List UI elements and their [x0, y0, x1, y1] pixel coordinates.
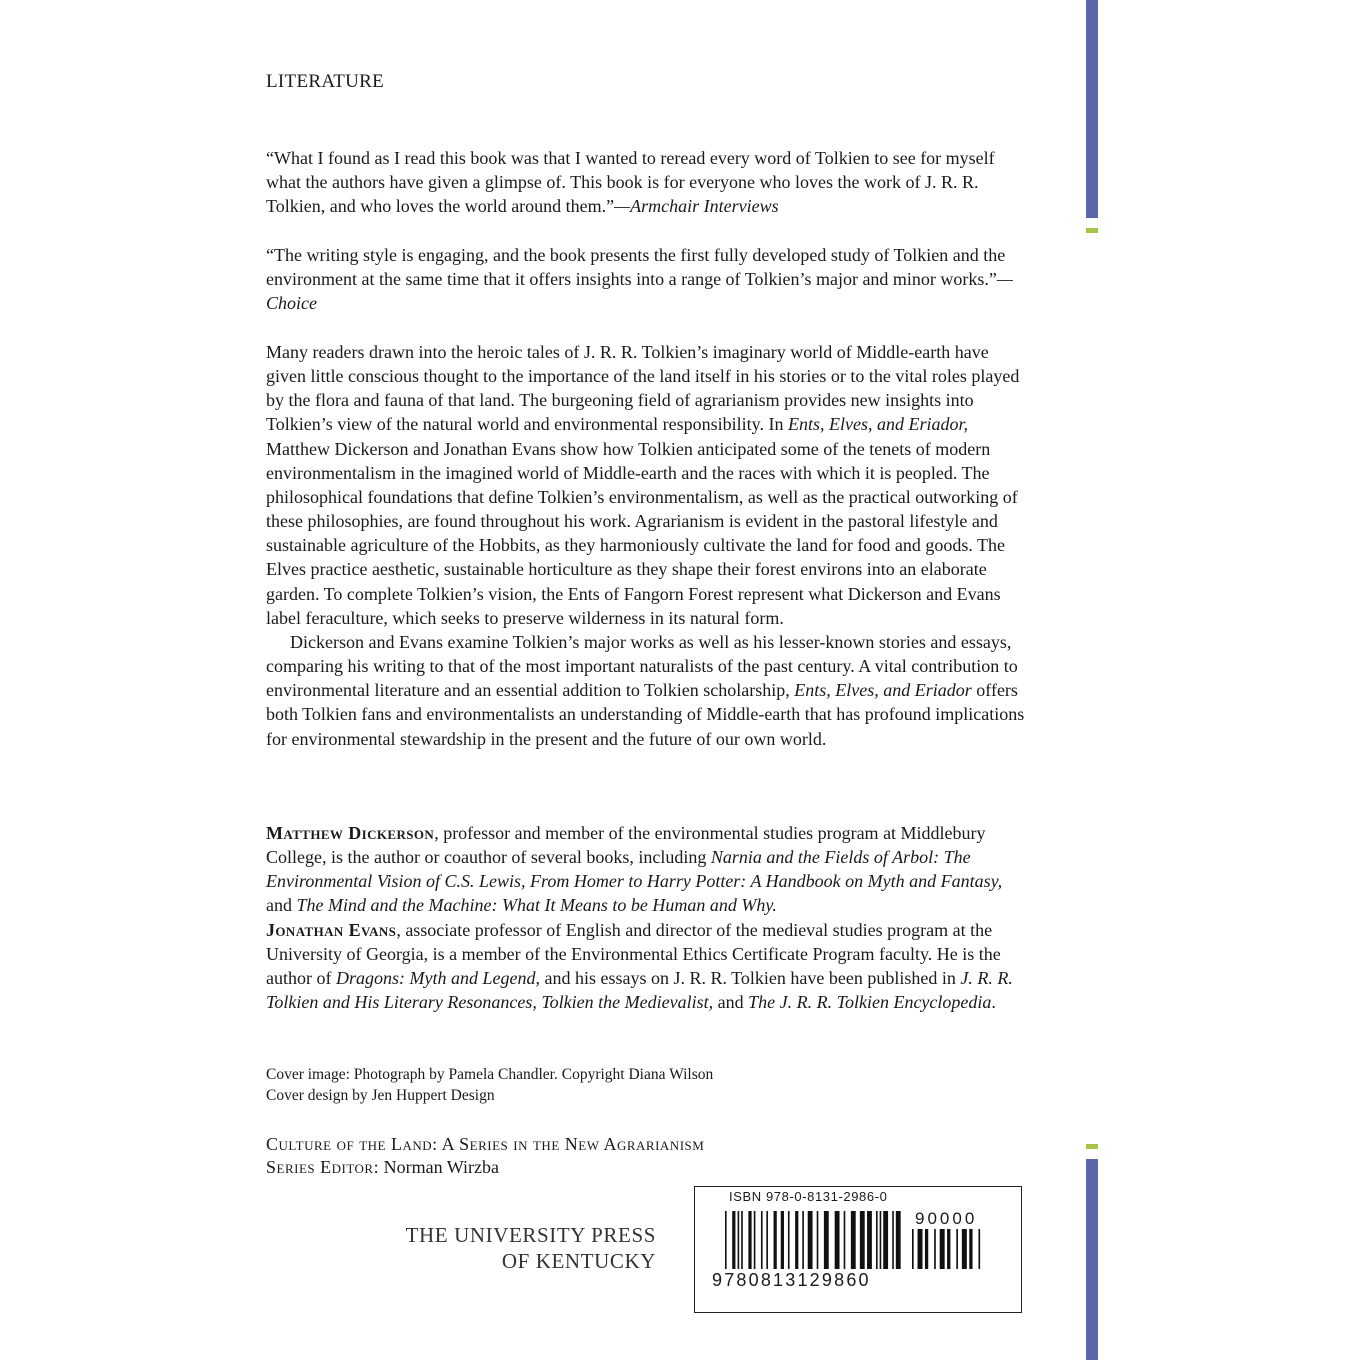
series-editor-label: Series Editor: [266, 1157, 380, 1177]
barcode-bar [883, 1211, 888, 1269]
barcode-bar [892, 1211, 894, 1269]
barcode-bar [956, 1229, 958, 1269]
cover-image-credit: Cover image: Photograph by Pamela Chandler. Copyright Diana Wilson [266, 1066, 714, 1083]
publisher-logo [396, 1222, 656, 1274]
spine-stripe-bottom [1086, 1159, 1098, 1360]
spine-green-mark-top [1086, 228, 1098, 233]
author-name-dickerson: Matthew Dickerson [266, 823, 435, 843]
series-title: Culture of the Land: A Series in the New Agrarianism [266, 1134, 705, 1154]
price-code-text: 90000 [915, 1209, 978, 1228]
author-bio: Matthew Dickerson, professor and member of the environmental studies program at Middlebury College, is the author or coauthor of several books, including Narnia and the Fields of Arbol: The Environmental Vision of C.S. Lewis, From Homer to Harry Potter: A Handbook on Myth and Fantasy, and The Mind and the Machine: What It Means to be Human and Why. Jonathan Evans, associate professor of English and director of the medieval studies program at the University of Georgia, is a member of the Environmental Ethics Certificate Program faculty. He is the author of Dragons: Myth and Legend, and his essays on J. R. R. Tolkien have been published in J. R. R. Tolkien and His Literary Resonances, Tolkien the Medievalist, and The J. R. R. Tolkien Encyclopedia. [266, 823, 1013, 1013]
barcode-bar [795, 1211, 798, 1269]
description-paragraph-2: Dickerson and Evans examine Tolkien’s major works as well as his lesser-known stories and essays, comparing his writing to that of the most important naturalists of the past century. A vital contribution to environmental literature and an essential addition to Tolkien scholarship, Ents, Elves, and Eriador offers both Tolkien fans and environmentalists an understanding of Middle-earth that has profound implications for environmental stewardship in the present and the future of our own world. [266, 631, 1025, 749]
barcode-bar [802, 1211, 804, 1269]
barcode-bar [962, 1229, 967, 1269]
series-editor-name: Norman Wirzba [379, 1157, 500, 1177]
publisher-line-1: THE UNIVERSITY PRESS [405, 1223, 656, 1247]
review-quote-1 [266, 146, 1026, 218]
barcode-bar [761, 1211, 763, 1269]
isbn-text: ISBN 978-0-8131-2986-0 [729, 1189, 888, 1204]
barcode-bar [969, 1229, 972, 1269]
barcode-bar [738, 1211, 740, 1269]
barcode-bar [754, 1211, 756, 1269]
barcode-bar [896, 1211, 901, 1269]
barcode-bar [781, 1211, 784, 1269]
barcode-bar [766, 1211, 768, 1269]
series-info [266, 1133, 704, 1179]
book-title: Ents, Elves, and Eriador, [787, 414, 968, 435]
barcode-bar [947, 1229, 950, 1269]
barcode-bar [925, 1229, 928, 1269]
barcode-bar [725, 1211, 727, 1269]
barcode-bar [978, 1229, 980, 1269]
barcode-bar [824, 1211, 829, 1269]
barcode-bar [774, 1211, 777, 1269]
review-quote-2 [266, 243, 1026, 315]
barcode-bar [817, 1211, 819, 1269]
spine-stripe-top [1086, 0, 1098, 218]
cover-design-credit: Cover design by Jen Huppert Design [266, 1087, 495, 1104]
spine-green-mark-bottom [1086, 1144, 1098, 1149]
barcode-bar [808, 1211, 813, 1269]
quote-source: —Armchair Interviews [614, 196, 779, 217]
ean-number-text: 9780813129860 [712, 1270, 871, 1290]
quote-text: “What I found as I read this book was that I wanted to reread every word of Tolkien to see for myself what the authors have given a glimpse of. This book is for everyone who loves the work of J. R. R. Tolkien, and who loves the world around them.” [266, 148, 995, 217]
quote-source: —Choice [266, 269, 1013, 314]
barcode-bar [741, 1211, 743, 1269]
barcode-bar [867, 1211, 872, 1269]
barcode-bar [912, 1229, 914, 1269]
addon-barcode-bars [912, 1229, 986, 1269]
book-title: Ents, Elves, and Eriador [794, 680, 972, 701]
barcode-bar [851, 1211, 856, 1269]
barcode-bar [876, 1211, 878, 1269]
barcode-bar [918, 1229, 923, 1269]
barcode-bar [748, 1211, 751, 1269]
author-name-evans: Jonathan Evans [266, 919, 397, 940]
cover-credits [266, 1064, 713, 1106]
barcode-bar [860, 1211, 865, 1269]
isbn-barcode [694, 1186, 1022, 1313]
barcode-bar [934, 1229, 936, 1269]
author-bios [266, 821, 1026, 1014]
barcode-bar [880, 1211, 882, 1269]
series-editor [266, 1156, 704, 1179]
publisher-line-2: OF KENTUCKY [501, 1249, 656, 1273]
barcode-bar [788, 1211, 790, 1269]
quote-text: “The writing style is engaging, and the book presents the first fully developed study of Tolkien and the environment at the same time that it offers insights into a range of Tolkien’s major and minor works.” [266, 245, 1006, 290]
barcode-bar [835, 1211, 840, 1269]
barcode-bar [844, 1211, 846, 1269]
barcode-bar [732, 1211, 735, 1269]
ean-barcode-bars [725, 1211, 905, 1269]
book-description [266, 340, 1026, 751]
description-paragraph-1: Many readers drawn into the heroic tales of J. R. R. Tolkien’s imaginary world of Middle-earth have given little conscious thought to the importance of the land itself in his stories or to the vital roles played by the flora and fauna of that land. The burgeoning field of agrarianism provides new insights into Tolkien’s view of the natural world and environmental responsibility. In Ents, Elves, and Eriador, Matthew Dickerson and Jonathan Evans show how Tolkien anticipated some of the tenets of modern environmentalism in the imagined world of Middle-earth and the races with which it is peopled. The philosophical foundations that define Tolkien’s environmentalism, as well as the practical outworking of these philosophies, are found throughout his work. Agrarianism is evident in the pastoral lifestyle and sustainable agriculture of the Hobbits, as they harmoniously cultivate the land for food and goods. The Elves practice aesthetic, sustainable horticulture as they shape their forest environs into an elaborate garden. To complete Tolkien’s vision, the Ents of Fangorn Forest represent what Dickerson and Evans label feraculture, which seeks to preserve wilderness in its natural form. [266, 342, 1020, 628]
category-label: LITERATURE [266, 71, 385, 92]
barcode-bar [940, 1229, 945, 1269]
